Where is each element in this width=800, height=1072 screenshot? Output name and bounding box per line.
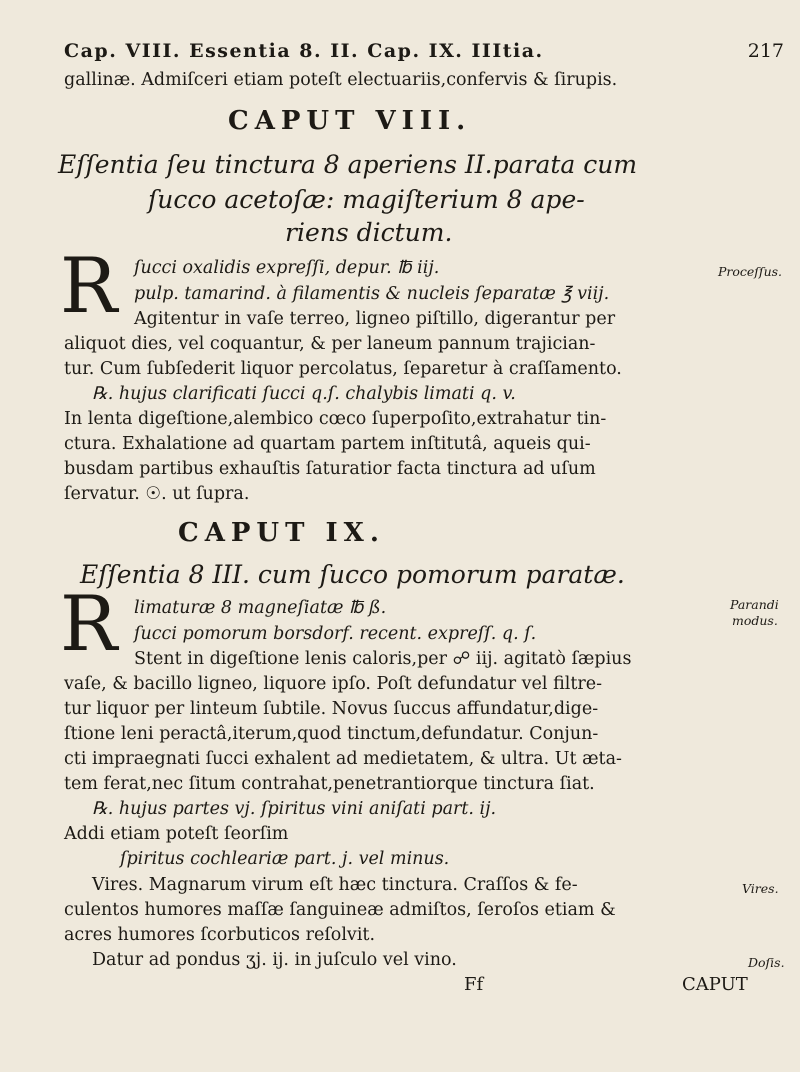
running-header <box>64 40 784 62</box>
running-title-end: tia. <box>502 40 544 62</box>
chapter-8-recipe-line-3: ℞. hujus clarificati ſucci q.ſ. chalybis limati q. v. <box>92 384 516 404</box>
recipe-9-line-2: ſucci pomorum borsdorf. recent. expreſſ. q. ſ. <box>134 624 537 644</box>
chapter-8-body-line-1: Agitentur in vaſe terreo, ligneo piſtillo, digerantur per <box>134 309 616 329</box>
chapter-8-body-line-6: ctura. Exhalatione ad quartam partem inſtitutâ, aqueis qui- <box>64 434 591 454</box>
recipe-8-line-2: pulp. tamarind. à filamentis & nucleis ſeparatæ ℥ viij. <box>134 284 610 304</box>
chapter-9-heading: CAPUT IX. <box>178 518 385 548</box>
chapter-9-body-line-4: ſtione leni peractâ,iterum,quod tinctum,defundatur. Conjun- <box>64 724 599 744</box>
chapter-9-body-line-8: Addi etiam poteſt ſeorſim <box>64 824 289 844</box>
datur-line: Datur ad pondus ʒj. ij. in juſculo vel vino. <box>92 950 457 970</box>
chapter-9-body-line-5: cti impraegnati ſucci exhalent ad medietatem, & ultra. Ut æta- <box>64 749 622 769</box>
chapter-8-body-line-7: busdam partibus exhauſtis ſaturatior facta tinctura ad uſum <box>64 459 596 479</box>
chapter-8-title-line-1: Eſſentia ſeu tinctura 8 aperiens II.parata cum <box>58 150 638 179</box>
margin-note-modus: modus. <box>732 613 778 628</box>
chapter-9-body-line-1: Stent in digeſtione lenis caloris,per ☍ iij. agitatò ſæpius <box>134 649 632 669</box>
chapter-8-body-line-8: ſervatur. ☉. ut ſupra. <box>64 484 250 504</box>
chapter-9-body-line-6: tem ferat,nec ſitum contrahat,penetrantiorque tinctura ſiat. <box>64 774 595 794</box>
chapter-8-heading: CAPUT VIII. <box>228 106 472 136</box>
chapter-8-title-line-2: ſucco acetoſæ: magiſterium 8 ape- <box>148 185 585 214</box>
page-number: 217 <box>747 40 784 62</box>
chapter-8-dropcap: R <box>60 241 118 330</box>
recipe-8-line-1: ſucci oxalidis expreſſi, depur. ℔ iij. <box>134 258 440 278</box>
margin-note-parandi: Parandi <box>730 597 779 612</box>
chapter-9-recipe-line-3: ℞. hujus partes vj. ſpiritus vini aniſati part. ij. <box>92 799 497 819</box>
margin-note-processus: Proceſſus. <box>718 264 783 279</box>
margin-note-dosis: Doſis. <box>748 955 785 970</box>
chapter-8-body-line-2: aliquot dies, vel coquantur, & per laneum pannum trajician- <box>64 334 596 354</box>
chapter-8-title-line-3: riens dictum. <box>285 218 453 247</box>
chapter-8-body-line-3: tur. Cum ſubſederit liquor percolatus, ſeparetur à craſſamento. <box>64 359 622 379</box>
running-title: Cap. VIII. Essentia 8. II. Cap. IX. III <box>64 40 503 62</box>
chapter-9-title: Eſſentia 8 III. cum ſucco pomorum paratæ. <box>80 560 625 589</box>
chapter-8-body-line-5: In lenta digeſtione,alembico cœco ſuperpoſito,extrahatur tin- <box>64 409 607 429</box>
chapter-9-body-line-9: ſpiritus cochleariæ part. j. vel minus. <box>120 849 450 869</box>
margin-note-vires: Vires. <box>742 881 779 896</box>
signature-mark: Ff <box>464 974 484 995</box>
catchword: CAPUT <box>682 974 748 995</box>
vires-line-3: acres humores ſcorbuticos reſolvit. <box>64 925 376 945</box>
vires-line-1: Vires. Magnarum virum eſt hæc tinctura. Craſſos & fe- <box>92 875 578 895</box>
recipe-9-line-1: limaturæ 8 magneſiatæ ℔ ß. <box>134 598 387 618</box>
chapter-9-body-line-3: tur liquor per linteum ſubtile. Novus ſuccus affundatur,dige- <box>64 699 599 719</box>
vires-line-2: culentos humores maſſæ ſanguineæ admiſtos, ſeroſos etiam & <box>64 900 616 920</box>
chapter-9-body-line-2: vaſe, & bacillo ligneo, liquore ipſo. Poſt defundatur vel filtre- <box>64 674 603 694</box>
chapter-9-dropcap: R <box>60 579 118 668</box>
carryover-line: gallinæ. Admiſceri etiam poteſt electuariis,confervis & ſirupis. <box>64 70 618 90</box>
